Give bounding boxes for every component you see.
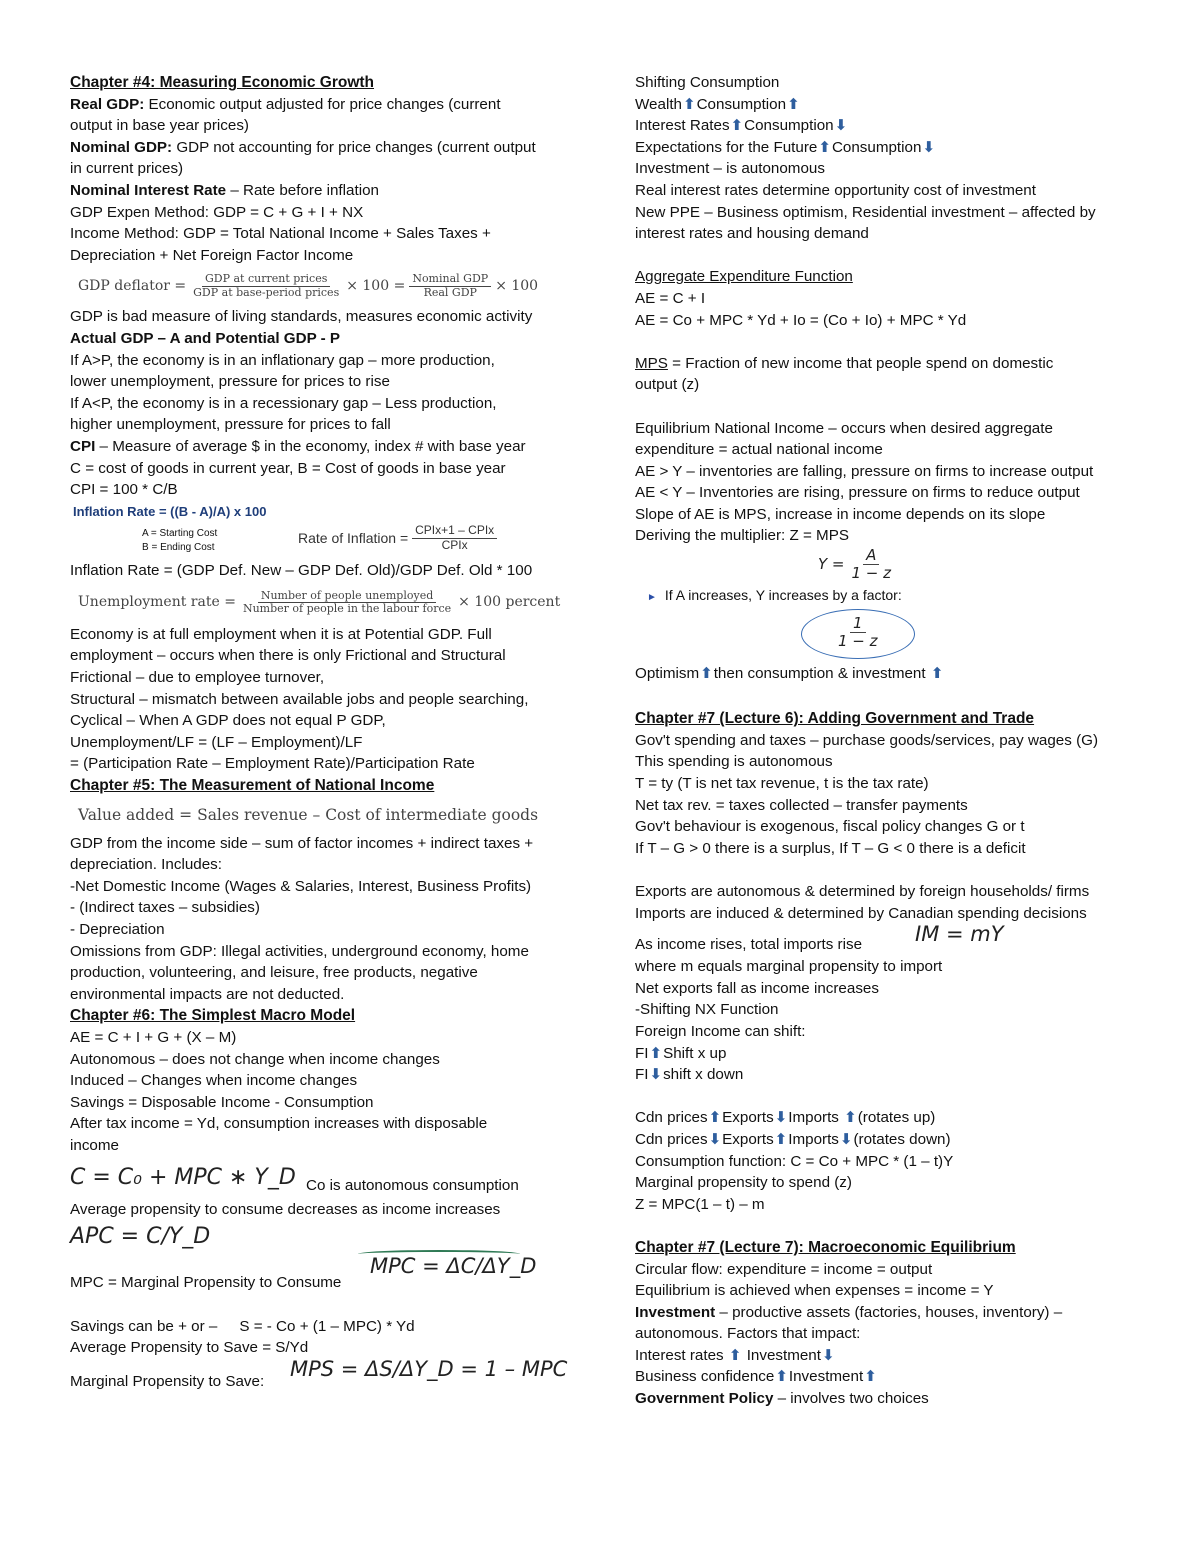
exports-line: Exports are autonomous & determined by foreign households/ firms [635,883,1090,900]
omissions-line: Omissions from GDP: Illegal activities, underground economy, home [70,942,529,960]
y-equation-block [635,547,1135,585]
mps-def-line-2: output (z) [635,376,700,394]
consumption-formula-row [70,1157,580,1199]
circular-flow-line: Circular flow: expenditure = income = output [635,1260,933,1278]
exogenous-line: Gov't behaviour is exogenous, fiscal policy changes G or t [635,818,1025,836]
mps-spend-line: Marginal propensity to spend (z) [635,1174,852,1192]
actual-potential-line: Actual GDP – A and Potential GDP - P [70,329,341,347]
investment-def-line: Investment – productive assets (factories, houses, inventory) – [635,1303,1063,1321]
after-tax-line-2: income [70,1136,119,1154]
expen-method-line: GDP Expen Method: GDP = C + G + I + NX [70,203,364,221]
mps-def-line: MPS = Fraction of new income that people spend on domestic [635,354,1054,372]
left-column [70,72,580,1399]
z-formula-line: Z = MPC(1 – t) – m [635,1195,765,1213]
m-def-line: where m equals marginal propensity to import [635,958,943,976]
equilibrium-line: Equilibrium National Income – occurs when desired aggregate [635,419,1053,437]
ae-formula-line: AE = C + I + G + (X – M) [70,1028,237,1046]
full-employment-line: Economy is at full employment when it is at Potential GDP. Full [70,625,492,643]
aps-line: Average Propensity to Save = S/Yd [70,1339,309,1357]
inflationary-gap-line: If A>P, the economy is in an inflationary gap – more production, [70,351,495,369]
optimism-line: Optimism⬆then consumption & investment ⬆ [635,664,944,682]
up-arrow-icon: ⬆ [775,1368,788,1386]
slope-line: Slope of AE is MPS, increase in income depends on its slope [635,505,1046,523]
gdp-deflator-formula: GDP deflator = $\frac{\text{GDP at current prices}}{\text{GDP at base-period prices}}$ × 100 = $\frac{\text{Nominal GDP}}{\text{Real GDP}}$ × 100 [78,272,539,299]
includes-item-1: -Net Domestic Income (Wages & Salaries, Interest, Business Profits) [70,877,532,895]
consumption-function-line: Consumption function: C = Co + MPC * (1 – t)Y [635,1152,954,1170]
structural-line: Structural – mismatch between available jobs and people searching, [70,690,529,708]
full-employment-line-2: employment – occurs when there is only Frictional and Structural [70,647,506,665]
nominal-gdp-line-2: in current prices) [70,160,184,178]
mpc-def-line: MPC = Marginal Propensity to Consume [70,1274,342,1292]
down-arrow-icon: ⬇ [821,1346,835,1364]
up-arrow-icon: ⬆ [730,117,744,135]
imports-rise-block [635,924,1135,956]
rate-of-inflation-formula: Rate of Inflation = $\frac{\text{CPIx+1 – CPIx}}{\text{CPIx}}$ [298,524,501,553]
investment-auto-line: Investment – is autonomous [635,160,825,178]
fi-up-line: FI⬆Shift x up [635,1044,727,1062]
tax-eq-line: T = ty (T is net tax revenue, t is the tax rate) [635,775,929,793]
ae-line-1: AE = C + I [635,289,706,307]
apc-formula: APC = C/Y_D [70,1224,211,1250]
down-arrow-icon: ⬇ [834,117,848,135]
net-tax-line: Net tax rev. = taxes collected – transfer payments [635,796,968,814]
wealth-line: Wealth⬆Consumption⬆ [635,95,800,113]
nominal-gdp-line: Nominal GDP: GDP not accounting for price changes (current output [70,138,536,156]
chapter-5-heading: Chapter #5: The Measurement of National Income [70,777,435,795]
bullet-icon: ► [647,592,657,604]
consumption-formula: C = C₀ + MPC ∗ Y_D [70,1164,296,1190]
savings-sign-line: Savings can be + or – S = - Co + (1 – MPC) * Yd [70,1317,415,1335]
up-arrow-icon: ⬆ [700,664,713,682]
govt-policy-line: Government Policy – involves two choices [635,1390,929,1408]
co-note: Co is autonomous consumption [306,1176,519,1194]
up-arrow-icon: ⬆ [774,1130,788,1148]
income-method-line-2: Depreciation + Net Foreign Factor Income [70,246,354,264]
rate-of-inflation-block [70,522,580,560]
nominal-rate-line: Nominal Interest Rate – Rate before inflation [70,181,379,199]
unemployment-rate-formula: Unemployment rate = $\frac{\text{Number of people unemployed}}{\text{Number of people in the labour force}}$ × 100 percent [78,588,561,616]
down-arrow-icon: ⬇ [708,1130,722,1148]
chapter-4-heading: Chapter #4: Measuring Economic Growth [70,74,375,91]
imports-rise-line: As income rises, total imports rise [635,936,863,954]
deriving-line: Deriving the multiplier: Z = MPS [635,527,849,545]
factor-block [635,609,1135,661]
cpi-formula-line: CPI = 100 * C/B [70,481,178,499]
ae-less-line: AE < Y – Inventories are rising, pressure on firms to reduce output [635,484,1080,502]
bullet-line: ► If A increases, Y increases by a factor: [647,587,902,604]
includes-item-3: - Depreciation [70,921,165,938]
chapter-6-heading: Chapter #6: The Simplest Macro Model [70,1007,356,1025]
recessionary-gap-line: If A<P, the economy is in a recessionary gap – Less production, [70,394,497,412]
foreign-income-line: Foreign Income can shift: [635,1022,806,1040]
apc-note-line: Average propensity to consume decreases as income increases [70,1200,501,1218]
mps-formula: MPS = ΔS/ΔY_D = 1 – MPC [290,1356,568,1381]
income-side-line: GDP from the income side – sum of factor incomes + indirect taxes + [70,834,534,852]
down-arrow-icon: ⬇ [922,138,936,156]
mpc-block [70,1254,580,1294]
starting-cost-note: A = Starting Cost [142,528,218,540]
savings-def-line: Savings = Disposable Income - Consumption [70,1093,374,1111]
includes-item-2: - (Indirect taxes – subsidies) [70,899,260,917]
business-confidence-line: Business confidence⬆Investment⬆ [635,1368,877,1386]
down-arrow-icon: ⬇ [649,1066,663,1084]
new-ppe-line-2: interest rates and housing demand [635,225,869,243]
up-arrow-icon: ⬆ [683,95,696,113]
cpi-cost-line: C = cost of goods in current year, B = Cost of goods in base year [70,459,506,477]
up-arrow-icon: ⬆ [864,1368,877,1386]
govt-autonomous-line: This spending is autonomous [635,753,833,771]
equilibrium-achieved-line: Equilibrium is achieved when expenses = income = Y [635,1282,994,1300]
recessionary-gap-line-2: higher unemployment, pressure for prices to fall [70,416,391,434]
imports-line: Imports are induced & determined by Canadian spending decisions [635,904,1087,922]
down-arrow-icon: ⬇ [839,1130,853,1148]
up-arrow-icon: ⬆ [649,1044,663,1062]
bad-measure-line: GDP is bad measure of living standards, measures economic activity [70,308,533,326]
down-arrow-icon: ⬇ [774,1109,788,1127]
cdn-prices-up-line: Cdn prices⬆Exports⬇Imports ⬆(rotates up) [635,1109,936,1127]
factor-fraction: $\frac{1}{1 - z}$ [838,613,878,650]
omissions-line-2: production, volunteering, and leisure, free products, negative [70,964,478,982]
up-arrow-icon: ⬆ [708,1109,722,1127]
inflation-deflator-line: Inflation Rate = (GDP Def. New – GDP Def. Old)/GDP Def. Old * 100 [70,562,533,580]
real-gdp-line: Real GDP: Economic output adjusted for price changes (current [70,95,501,113]
interest-rates-line: Interest Rates⬆Consumption⬇ [635,117,848,135]
up-arrow-icon: ⬆ [844,1109,857,1127]
im-formula: IM = mY [915,922,1004,947]
equilibrium-line-2: expenditure = actual national income [635,441,883,459]
omissions-line-3: environmental impacts are not deducted. [70,985,345,1003]
unemployment-lf-line: Unemployment/LF = (LF – Employment)/LF [70,733,363,751]
nx-fall-line: Net exports fall as income increases [635,979,879,997]
chapter-7-lecture-6-heading: Chapter #7 (Lecture 6): Adding Government and Trade [635,710,1035,728]
ae-function-heading: Aggregate Expenditure Function [635,268,853,286]
govt-spending-line: Gov't spending and taxes – purchase goods/services, pay wages (G) [635,731,1098,749]
up-arrow-icon: ⬆ [728,1346,742,1364]
cyclical-line: Cyclical – When A GDP does not equal P GDP, [70,712,386,730]
chapter-7-lecture-7-heading: Chapter #7 (Lecture 7): Macroeconomic Equilibrium [635,1238,1016,1256]
autonomous-line: Autonomous – does not change when income changes [70,1050,440,1068]
inflation-rate-formula: Inflation Rate = ((B - A)/A) x 100 [73,503,267,519]
cdn-prices-down-line: Cdn prices⬇Exports⬆Imports⬇(rotates down) [635,1130,951,1148]
ae-line-2: AE = Co + MPC * Yd + Io = (Co + Io) + MPC * Yd [635,311,967,329]
inflationary-gap-line-2: lower unemployment, pressure for prices to rise [70,373,390,391]
ae-greater-line: AE > Y – inventories are falling, pressure on firms to increase output [635,462,1094,480]
mps-label: Marginal Propensity to Save: [70,1372,265,1390]
up-arrow-icon: ⬆ [930,664,944,682]
real-interest-line: Real interest rates determine opportunity cost of investment [635,181,1036,199]
shifting-nx-line: -Shifting NX Function [635,1001,779,1019]
income-method-line: Income Method: GDP = Total National Income + Sales Taxes + [70,225,491,243]
mpc-formula: MPC = ΔC/ΔY_D [370,1254,537,1279]
cpi-line: CPI – Measure of average $ in the economy, index # with base year [70,437,526,455]
frictional-line: Frictional – due to employee turnover, [70,669,325,687]
shifting-consumption-title: Shifting Consumption [635,74,780,91]
new-ppe-line: New PPE – Business optimism, Residential investment – affected by [635,203,1096,221]
real-gdp-line-2: output in base year prices) [70,117,249,135]
up-arrow-icon: ⬆ [818,138,831,156]
value-added-formula: Value added = Sales revenue – Cost of intermediate goods [78,805,539,824]
right-column [635,72,1135,1410]
income-side-line-2: depreciation. Includes: [70,856,222,874]
fi-down-line: FI⬇shift x down [635,1066,744,1084]
after-tax-line: After tax income = Yd, consumption increases with disposable [70,1115,488,1133]
y-equation: Y = $\frac{A}{1 - z}$ [818,546,892,583]
interest-rates-investment-line: Interest rates ⬆ Investment⬇ [635,1346,835,1364]
ending-cost-note: B = Ending Cost [142,542,215,554]
expectations-line: Expectations for the Future⬆Consumption⬇ [635,138,936,156]
mps-block [70,1356,580,1399]
up-arrow-icon: ⬆ [787,95,800,113]
surplus-line: If T – G > 0 there is a surplus, If T – G < 0 there is a deficit [635,839,1026,857]
induced-line: Induced – Changes when income changes [70,1072,358,1090]
investment-def-line-2: autonomous. Factors that impact: [635,1325,861,1343]
participation-line: = (Participation Rate – Employment Rate)/Participation Rate [70,755,475,773]
